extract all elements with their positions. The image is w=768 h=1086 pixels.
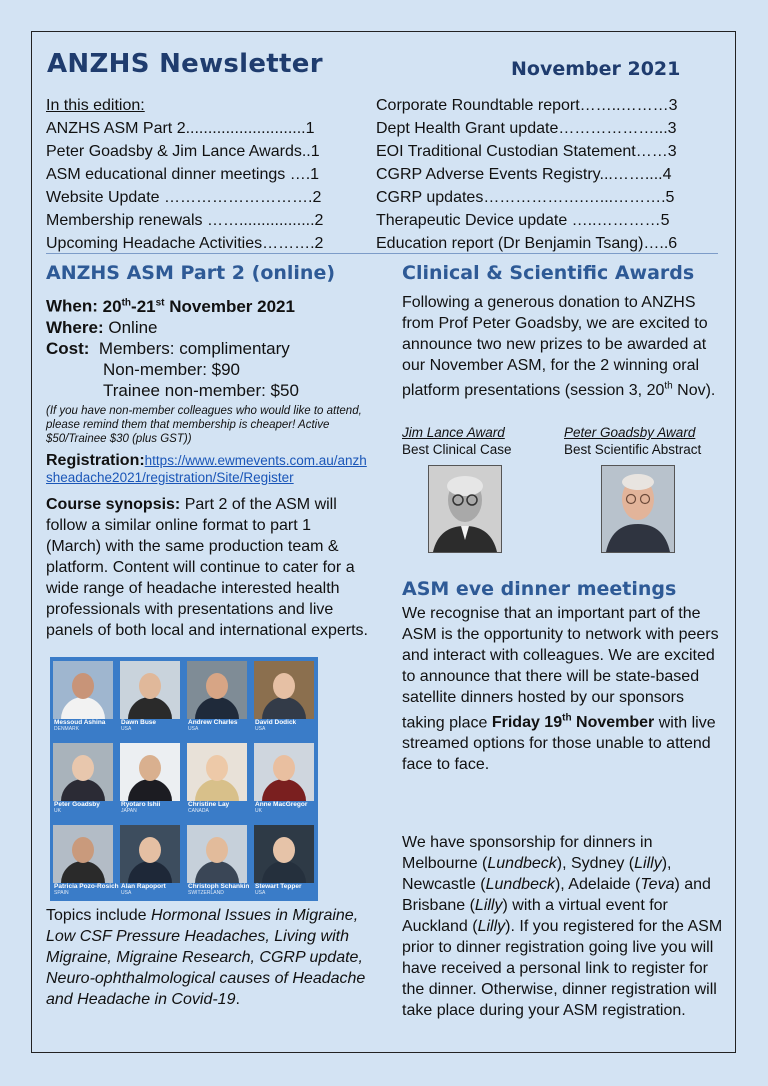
speaker-photo bbox=[53, 743, 113, 801]
speaker-face bbox=[72, 673, 94, 699]
speaker-name: Stewart Tepper bbox=[255, 883, 302, 890]
dinner-p2-text: ). If you registered for the ASM prior to dinner registration going live you will have received a personal link to register for the dinner. Otherwise, dinner registration will take place during your ASM registration. bbox=[402, 918, 723, 1019]
speaker-face bbox=[72, 837, 94, 863]
dinner-section-title: ASM eve dinner meetings bbox=[402, 578, 677, 600]
dinner-p2-text: ), Newcastle ( bbox=[402, 855, 672, 893]
toc-item[interactable]: Membership renewals …….................2 bbox=[46, 212, 324, 229]
speaker-tile bbox=[187, 825, 250, 897]
topics-paragraph bbox=[46, 905, 366, 1010]
speaker-tile bbox=[187, 743, 247, 815]
speaker-name: Patricia Pozo-Rosich bbox=[54, 883, 119, 890]
speaker-face bbox=[273, 755, 295, 781]
speaker-name: Christoph Schankin bbox=[188, 883, 250, 890]
dinner-p2-text: ), Sydney ( bbox=[556, 855, 635, 872]
sponsor-name: Lundbeck bbox=[487, 855, 557, 872]
toc-item[interactable]: Upcoming Headache Activities……….2 bbox=[46, 235, 324, 252]
sponsor-name: Lundbeck bbox=[485, 876, 555, 893]
speaker-face bbox=[139, 755, 161, 781]
toc-left bbox=[46, 94, 364, 255]
speaker-shoulders bbox=[128, 861, 172, 883]
newsletter-title: ANZHS Newsletter bbox=[47, 49, 323, 79]
toc-right bbox=[376, 94, 721, 255]
speaker-country: USA bbox=[121, 726, 132, 732]
speaker-photo bbox=[187, 661, 247, 719]
speaker-shoulders bbox=[61, 697, 105, 719]
toc-item[interactable]: ASM educational dinner meetings ….1 bbox=[46, 166, 320, 183]
speaker-tile bbox=[120, 825, 180, 897]
newsletter-date: November 2021 bbox=[511, 58, 681, 80]
jim-lance-award bbox=[402, 424, 512, 458]
speaker-shoulders bbox=[128, 697, 172, 719]
awards-section-title: Clinical & Scientific Awards bbox=[402, 262, 695, 284]
speaker-tile bbox=[53, 825, 119, 897]
peter-goadsby-portrait bbox=[601, 465, 675, 553]
registration-link[interactable]: https://www.ewmevents.com.au/anzhsheadache2021/registration/Site/Register bbox=[46, 452, 367, 485]
cost-trainee: Trainee non-member: $50 bbox=[103, 380, 299, 400]
sponsor-name: Teva bbox=[640, 876, 675, 893]
cost-members: Members: complimentary bbox=[98, 338, 290, 358]
speaker-name: Dawn Buse bbox=[121, 719, 157, 726]
speaker-name: Peter Goadsby bbox=[54, 801, 100, 808]
toc-item[interactable]: Website Update ……………………….2 bbox=[46, 189, 322, 206]
toc-item[interactable]: Education report (Dr Benjamin Tsang)…..6 bbox=[376, 235, 678, 252]
speaker-tile bbox=[254, 743, 314, 815]
jim-lance-portrait bbox=[428, 465, 502, 553]
toc-item[interactable]: Corporate Roundtable report……..………3 bbox=[376, 97, 678, 114]
speaker-tile bbox=[53, 743, 113, 815]
where-label: Where: bbox=[46, 317, 104, 337]
cost-note: (If you have non-member colleagues who would like to attend, please remind them that membership is cheaper! Active $50/Trainee $30 (plus GST)) bbox=[46, 404, 362, 445]
dinner-p1-text-end: with live streamed options for those unable to attend face to face. bbox=[402, 714, 716, 774]
speaker-country: SWITZERLAND bbox=[188, 890, 224, 896]
speaker-tile bbox=[53, 661, 113, 733]
toc-item[interactable]: Dept Health Grant update………………...3 bbox=[376, 120, 677, 137]
speaker-face bbox=[139, 673, 161, 699]
topics-suffix: . bbox=[235, 991, 240, 1008]
speaker-tile bbox=[254, 661, 314, 733]
toc-item[interactable]: Therapeutic Device update …..…………5 bbox=[376, 212, 670, 229]
synopsis-label: Course synopsis: bbox=[46, 495, 181, 513]
speaker-country: JAPAN bbox=[121, 808, 137, 814]
dinner-p2-text: ), Adelaide ( bbox=[554, 876, 641, 893]
topics-list: Hormonal Issues in Migraine, Low CSF Pressure Headaches, Living with Migraine, Migraine Research, CGRP update, Neuro-ophthalmological causes of Headache and Headache in Covid-19 bbox=[46, 907, 366, 1008]
awards-paragraph: Following a generous donation to ANZHS from Prof Peter Goadsby, we are excited to announce two new prizes to be awarded at our November ASM, for the 2 winning oral platform presentations (session 3, 20th Nov). bbox=[402, 294, 716, 400]
dinner-p2-text: We have sponsorship for dinners in Melbourne ( bbox=[402, 834, 653, 872]
toc-item[interactable]: EOI Traditional Custodian Statement……3 bbox=[376, 143, 677, 160]
awards-text bbox=[402, 292, 724, 401]
speaker-tile bbox=[254, 825, 314, 897]
peter-award-subtitle: Best Scientific Abstract bbox=[564, 442, 702, 457]
speaker-photo bbox=[254, 661, 314, 719]
dinner-paragraph-1 bbox=[402, 603, 724, 775]
speaker-country: SPAIN bbox=[54, 890, 69, 896]
sponsor-name: Lilly bbox=[634, 855, 662, 872]
speaker-name: David Dodick bbox=[255, 719, 297, 726]
speaker-face bbox=[72, 755, 94, 781]
speaker-country: USA bbox=[188, 726, 199, 732]
speaker-photo bbox=[53, 825, 113, 883]
speaker-photo bbox=[53, 661, 113, 719]
speaker-shoulders bbox=[262, 861, 306, 883]
speaker-photo bbox=[120, 661, 180, 719]
speaker-face bbox=[273, 837, 295, 863]
speaker-country: UK bbox=[255, 808, 262, 814]
registration-label: Registration: bbox=[46, 451, 145, 469]
speaker-name: Alan Rapoport bbox=[121, 883, 166, 890]
dinner-paragraph-2 bbox=[402, 832, 724, 1021]
sponsor-name: Lilly bbox=[477, 918, 506, 935]
speaker-tile bbox=[120, 661, 180, 733]
toc-divider bbox=[46, 253, 718, 254]
speaker-shoulders bbox=[262, 779, 306, 801]
speaker-photo bbox=[254, 743, 314, 801]
jim-award-title: Jim Lance Award bbox=[402, 425, 505, 440]
when-label: When: bbox=[46, 296, 98, 316]
peter-award-title: Peter Goadsby Award bbox=[564, 425, 696, 440]
speaker-shoulders bbox=[128, 779, 172, 801]
speaker-country: DENMARK bbox=[54, 726, 80, 732]
speaker-country: USA bbox=[255, 726, 266, 732]
speaker-shoulders bbox=[195, 861, 239, 883]
when-value: 20th-21st November 2021 bbox=[102, 296, 295, 316]
dinner-p2-text: ) and Brisbane ( bbox=[402, 876, 711, 914]
speaker-country: USA bbox=[121, 890, 132, 896]
toc-item[interactable]: Peter Goadsby & Jim Lance Awards..1 bbox=[46, 143, 320, 160]
speaker-photo bbox=[120, 743, 180, 801]
cost-nonmember: Non-member: $90 bbox=[103, 359, 241, 379]
speaker-photo-grid bbox=[50, 657, 318, 901]
speaker-name: Andrew Charles bbox=[188, 719, 238, 726]
speaker-name: Ryotaro Ishii bbox=[121, 801, 161, 808]
speaker-country: UK bbox=[54, 808, 61, 814]
speaker-country: USA bbox=[255, 890, 266, 896]
speaker-photo bbox=[187, 743, 247, 801]
speaker-name: Messoud Ashina bbox=[54, 719, 106, 726]
topics-prefix: Topics include bbox=[46, 907, 151, 924]
speaker-face bbox=[206, 837, 228, 863]
jim-award-subtitle: Best Clinical Case bbox=[402, 442, 512, 457]
dinner-date: Friday 19th November bbox=[491, 713, 655, 732]
cost-label: Cost: bbox=[46, 338, 90, 358]
dinner-p2-text: ) with a virtual event for Auckland ( bbox=[402, 897, 668, 935]
toc-item[interactable]: ANZHS ASM Part 2...........................1 bbox=[46, 120, 315, 137]
speaker-face bbox=[206, 673, 228, 699]
sponsor-name: Lilly bbox=[474, 897, 503, 914]
speaker-name: Christine Lay bbox=[188, 801, 230, 808]
speaker-shoulders bbox=[61, 779, 105, 801]
toc-item[interactable]: CGRP Adverse Events Registry...……....4 bbox=[376, 166, 672, 183]
dinner-p1-text: We recognise that an important part of the ASM is the opportunity to network with peers and interact with colleagues. We are excited to announce that there will be state-based satellite dinners hosted by our sponsors taking place bbox=[402, 605, 719, 732]
synopsis-text: Part 2 of the ASM will follow a similar online format to part 1 (March) with the same production team & platform. Content will continue to cater for a wide range of headache interested health professionals with presentations and live panels of both local and international experts. bbox=[46, 495, 368, 639]
asm-section-title: ANZHS ASM Part 2 (online) bbox=[46, 262, 336, 284]
speaker-photo bbox=[187, 825, 247, 883]
speaker-shoulders bbox=[195, 697, 239, 719]
speaker-tile bbox=[187, 661, 247, 733]
speaker-shoulders bbox=[195, 779, 239, 801]
speaker-face bbox=[139, 837, 161, 863]
toc-item[interactable]: CGRP updates……………….…...……….5 bbox=[376, 189, 675, 206]
speaker-name: Anne MacGregor bbox=[255, 801, 308, 808]
speaker-photo bbox=[120, 825, 180, 883]
peter-goadsby-award bbox=[564, 424, 701, 458]
speaker-photo bbox=[254, 825, 314, 883]
speaker-face bbox=[273, 673, 295, 699]
speaker-shoulders bbox=[61, 861, 105, 883]
asm-details bbox=[46, 292, 368, 641]
speaker-shoulders bbox=[262, 697, 306, 719]
speaker-country: CANADA bbox=[188, 808, 209, 814]
toc-heading: In this edition: bbox=[46, 97, 145, 114]
where-value: Online bbox=[108, 317, 158, 337]
speaker-face bbox=[206, 755, 228, 781]
speaker-tile bbox=[120, 743, 180, 815]
